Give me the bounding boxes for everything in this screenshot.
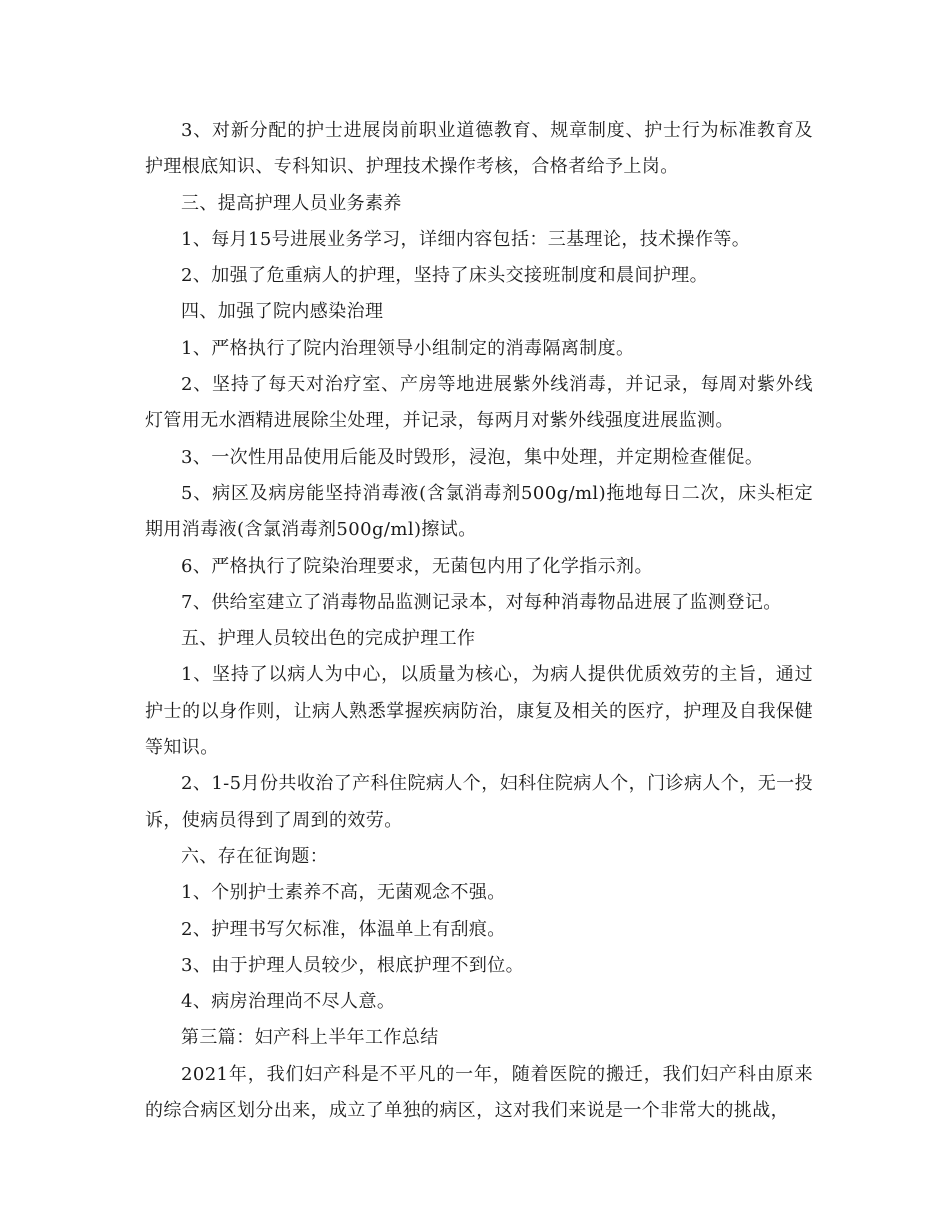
section-heading: 五、护理人员较出色的完成护理工作 [181,628,476,650]
paragraph: 3、对新分配的护士进展岗前职业道德教育、规章制度、护士行为标准教育及护理根底知识、专科知识、护理技术操作考核，合格者给予上岗。 [145,120,813,178]
document-page [145,113,813,1129]
paragraph: 1、严格执行了院内治理领导小组制定的消毒隔离制度。 [181,337,635,359]
paragraph: 2、加强了危重病人的护理，坚持了床头交接班制度和晨间护理。 [181,265,709,287]
chapter-heading: 第三篇：妇产科上半年工作总结 [181,1027,439,1049]
paragraph: 5、病区及病房能坚持消毒液(含氯消毒剂500g/ml)拖地每日二次，床头柜定期用消毒液(含氯消毒剂500g/ml)擦试。 [145,482,813,541]
paragraph: 6、严格执行了院染治理要求，无菌包内用了化学指示剂。 [181,555,653,577]
paragraph: 3、一次性用品使用后能及时毁形，浸泡，集中处理，并定期检查催促。 [181,446,764,468]
paragraph: 1、每月15号进展业务学习，详细内容包括：三基理论，技术操作等。 [181,228,751,250]
paragraph: 7、供给室建立了消毒物品监测记录本，对每种消毒物品进展了监测登记。 [181,591,782,613]
paragraph: 3、由于护理人员较少，根底护理不到位。 [181,954,525,976]
section-heading: 六、存在征询题： [181,845,329,867]
paragraph: 2、1-5月份共收治了产科住院病人个，妇科住院病人个，门诊病人个，无一投诉，使病员得到了周到的效劳。 [145,773,813,831]
paragraph: 1、坚持了以病人为中心，以质量为核心，为病人提供优质效劳的主旨，通过护士的以身作则，让病人熟悉掌握疾病防治，康复及相关的医疗，护理及自我保健等知识。 [145,664,813,759]
paragraph: 1、个别护士素养不高，无菌观念不强。 [181,882,506,904]
paragraph: 2、坚持了每天对治疗室、产房等地进展紫外线消毒，并记录，每周对紫外线灯管用无水酒精进展除尘处理，并记录，每两月对紫外线强度进展监测。 [145,374,813,432]
section-heading: 四、加强了院内感染治理 [181,301,384,323]
paragraph: 2、护理书写欠标准，体温单上有刮痕。 [181,918,506,940]
section-heading: 三、提高护理人员业务素养 [181,192,402,214]
paragraph: 4、病房治理尚不尽人意。 [181,991,396,1013]
paragraph: 2021年，我们妇产科是不平凡的一年，随着医院的搬迁，我们妇产科由原来的综合病区划分出来，成立了单独的病区，这对我们来说是一个非常大的挑战， [145,1063,813,1122]
